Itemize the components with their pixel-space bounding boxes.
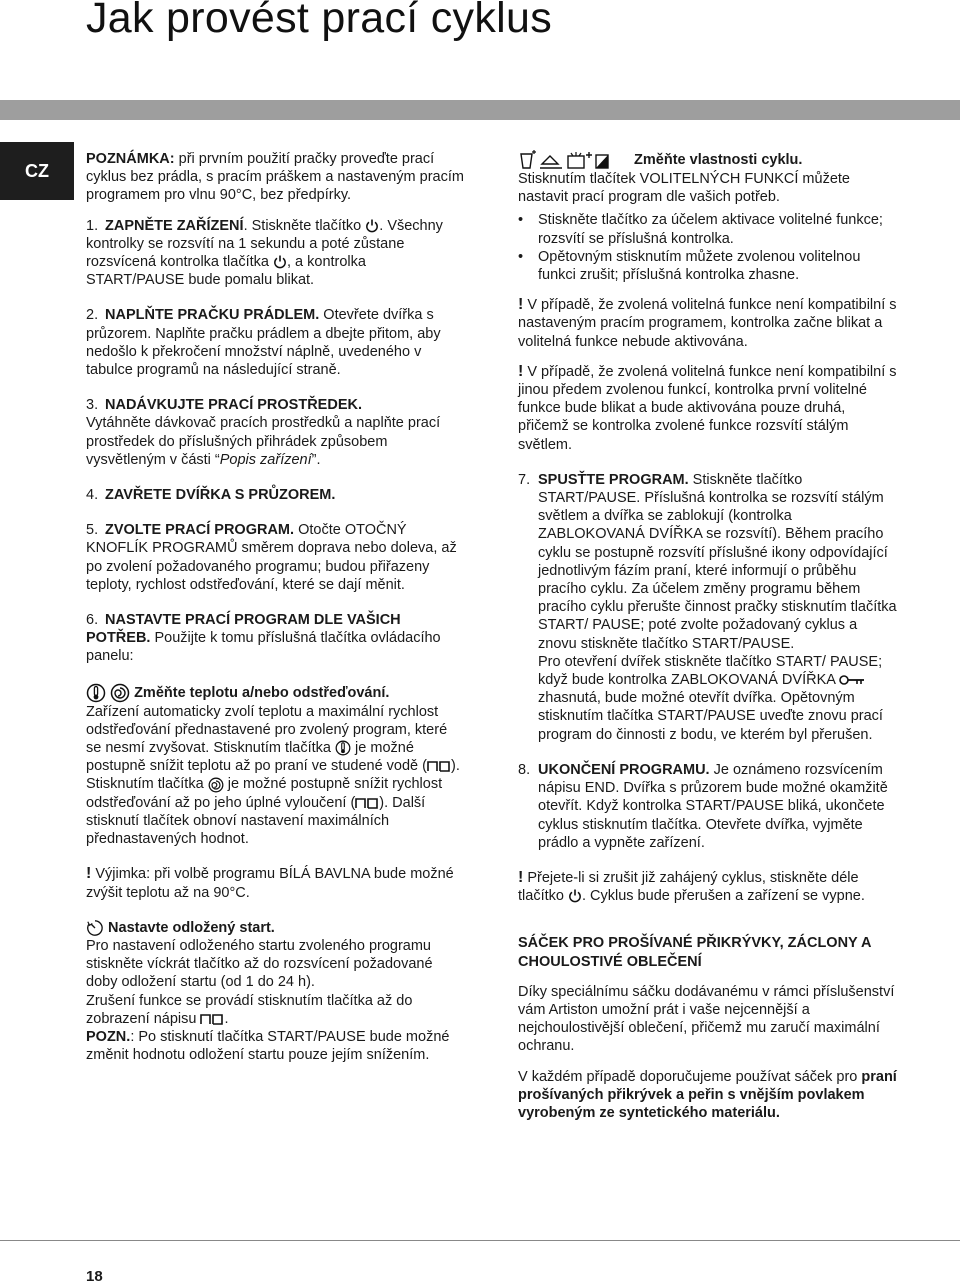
delay-start-icon <box>86 919 104 937</box>
right-column <box>518 150 898 1122</box>
delay-text: Pro nastavení odloženého startu zvoleného programu stiskněte víckrát tlačítko až do rozsvícení požadované doby odložení startu (od 1 do 24 h). <box>86 937 433 991</box>
step-1: 1. ZAPNĚTE ZAŘÍZENÍ. Stiskněte tlačítko . Všechny kontrolky se rozsvítí na 1 sekundu a poté zůstane rozsvícená kontrolka tlačítka , a kontrolka START/PAUSE bude pomalu blikat. <box>86 217 443 289</box>
language-tab: CZ <box>0 142 74 200</box>
display-off-icon <box>355 797 379 809</box>
bag-heading: SÁČEK PRO PROŠÍVANÉ PŘIKRÝVKY, ZÁCLONY A CHOULOSTIVÉ OBLEČENÍ <box>518 935 871 970</box>
footer-line <box>0 1240 960 1241</box>
warning-icon: ! <box>518 868 524 886</box>
step-6: 6. NASTAVTE PRACÍ PROGRAM DLE VAŠICH POTŘEB. Použijte k tomu příslušná tlačítka ovládacího panelu: <box>86 612 441 665</box>
cancel-warning: ! Přejete-li si zrušit již zahájený cyklus, stiskněte déle tlačítko . Cyklus bude přerušen a zařízení se vypne. <box>518 868 865 905</box>
options-bullet-2: • Opětovným stisknutím můžete zvolenou volitelnou funkci zrušit; příslušná kontrolka zhasne. <box>518 248 861 284</box>
temperature-icon <box>335 740 351 756</box>
options-text: Stisknutím tlačítek VOLITELNÝCH FUNKCÍ můžete nastavit prací program dle vašich potřeb. <box>518 171 850 206</box>
power-icon <box>568 889 582 903</box>
page-number: 18 <box>86 1268 103 1285</box>
display-off-icon <box>427 760 451 772</box>
door-lock-icon <box>839 675 865 685</box>
step-8: 8. UKONČENÍ PROGRAMU. Je oznámeno rozsvícením nápisu END. Dvířka s průzorem bude možné okamžitě otevřít. Když kontrolka START/PAUSE bliká, ukončete cyklus stisknutím tlačítka. Otevřete dvířka, vyjměte prádlo a vypněte zařízení. <box>518 761 888 851</box>
temperature-icon <box>86 683 106 703</box>
exception-warning: ! Výjimka: při volbě programu BÍLÁ BAVLNA bude možné zvýšit teplotu až na 90°C. <box>86 865 454 901</box>
delay-heading: Nastavte odložený start. <box>86 919 466 937</box>
options-warning-1: ! V případě, že zvolená volitelná funkce není kompatibilní s nastaveným pracím programem, kontrolka začne blikat a volitelná funkce nebude aktivována. <box>518 296 897 350</box>
note-paragraph: POZNÁMKA: při prvním použití pračky proveďte prací cyklus bez prádla, s pracím práškem a nastaveným pracím programem pro vlnu 90°C, bez předpírky. <box>86 151 464 204</box>
power-icon <box>273 255 287 269</box>
bag-text: Díky speciálnímu sáčku dodávanému v rámci příslušenství vám Artiston umožní prát i vaše nejcennější a nejchoulostivější oblečení, přičemž mu zaručí maximální ochranu. <box>518 983 895 1055</box>
step-2: 2. NAPLŇTE PRAČKU PRÁDLEM. Otevřete dvířka s průzorem. Naplňte pračku prádlem a dbejte přitom, aby nedošlo k překročení množství náplně, uvedeného v tabulce programů na následující straně. <box>86 307 441 379</box>
spin-icon <box>208 777 224 793</box>
delay-note: POZN.: Po stisknutí tlačítka START/PAUSE bude možné změnit hodnotu odložení startu pouze jejím snížením. <box>86 1028 450 1064</box>
step-5: 5. ZVOLTE PRACÍ PROGRAM. Otočte OTOČNÝ KNOFLÍK PROGRAMŮ směrem doprava nebo doleva, až po zvolení požadovaného programu; budou přiřazeny teploty, rychlost odstřeďování, které se dají měnit. <box>86 522 457 593</box>
display-off-icon <box>200 1013 224 1025</box>
options-heading: Změňte vlastnosti cyklu. <box>518 150 898 170</box>
step-7: 7. SPUSŤTE PROGRAM. Stiskněte tlačítko START/PAUSE. Příslušná kontrolka se rozsvítí stálým světlem a dvířka se zablokují (kontrolka ZABLOKOVANÁ DVÍŘKA se rozsvítí). Během pracího cyklu se postupně rozsvítí příslušné ikony odpovídající jednotlivým fázím praní, které informují o průběhu pracího cyklu. Za účelem změny programu během pracího cyklu přerušte činnost pračky stisknutím tlačítka START/ PAUSE; poté zvolte požadovaný cyklus a znovu stiskněte tlačítko START/PAUSE. Pro otevření dvířek stiskněte tlačítko START/ PAUSE; když bude kontrolka ZABLOKOVANÁ DVÍŘKA zhasnutá, bude možné otevřít dvířka. Opětovným stisknutím tlačítka START/PAUSE uveďte znovu prací program do činnosti z bodu, ve kterém byl přerušen. <box>518 471 897 743</box>
options-bullet-1: • Stiskněte tlačítko za účelem aktivace volitelné funkce; rozsvítí se příslušná kontrolka. <box>518 212 883 247</box>
step-4: 4. ZAVŘETE DVÍŘKA S PRŮZOREM. <box>86 487 336 504</box>
delay-cancel-text: Zrušení funkce se provádí stisknutím tlačítka až do zobrazení nápisu . <box>86 992 413 1027</box>
options-warning-2: ! V případě, že zvolená volitelná funkce není kompatibilní s jinou předem zvolenou funkcí, kontrolka první volitelné funkce bude blikat a bude aktivována pouze druhá, přičemž se kontrolka zvolené funkce rozsvítí stálým světlem. <box>518 362 897 453</box>
warning-icon: ! <box>86 865 92 883</box>
power-icon <box>365 219 379 233</box>
warning-icon: ! <box>518 296 524 314</box>
spin-icon <box>110 683 130 703</box>
step-3: 3. NADÁVKUJTE PRACÍ PROSTŘEDEK. Vytáhněte dávkovač pracích prostředků a naplňte prací prostředek do příslušných přihrádek způsobem vysvětleným v části “Popis zařízení”. <box>86 397 441 468</box>
header-bar <box>0 100 960 120</box>
temperature-spin-heading: Změňte teplotu a/nebo odstřeďování. <box>86 683 466 703</box>
options-icons <box>518 150 630 170</box>
page-title: Jak provést prací cyklus <box>86 0 553 42</box>
left-column <box>86 150 466 1064</box>
bag-recommendation: V každém případě doporučujeme používat sáček pro praní prošívaných přikrývek a peřin s vnějším povlakem vyrobeným ze syntetického materiálu. <box>518 1068 897 1121</box>
warning-icon: ! <box>518 362 524 380</box>
temperature-spin-text: Zařízení automaticky zvolí teplotu a maximální rychlost odstřeďování přednastavené pro zvolený program, které se nesmí zvyšovat. Stisknutím tlačítka je možné postupně snížit teplotu až po praní ve studené vodě ( ). Stisknutím tlačítka je možné postupně snížit rychlost odstřeďování až po jeho úplné vyloučení ( ). Další stisknutí tlačítek obnoví nastavení maximálních přednastavených hodnot. <box>86 703 460 848</box>
